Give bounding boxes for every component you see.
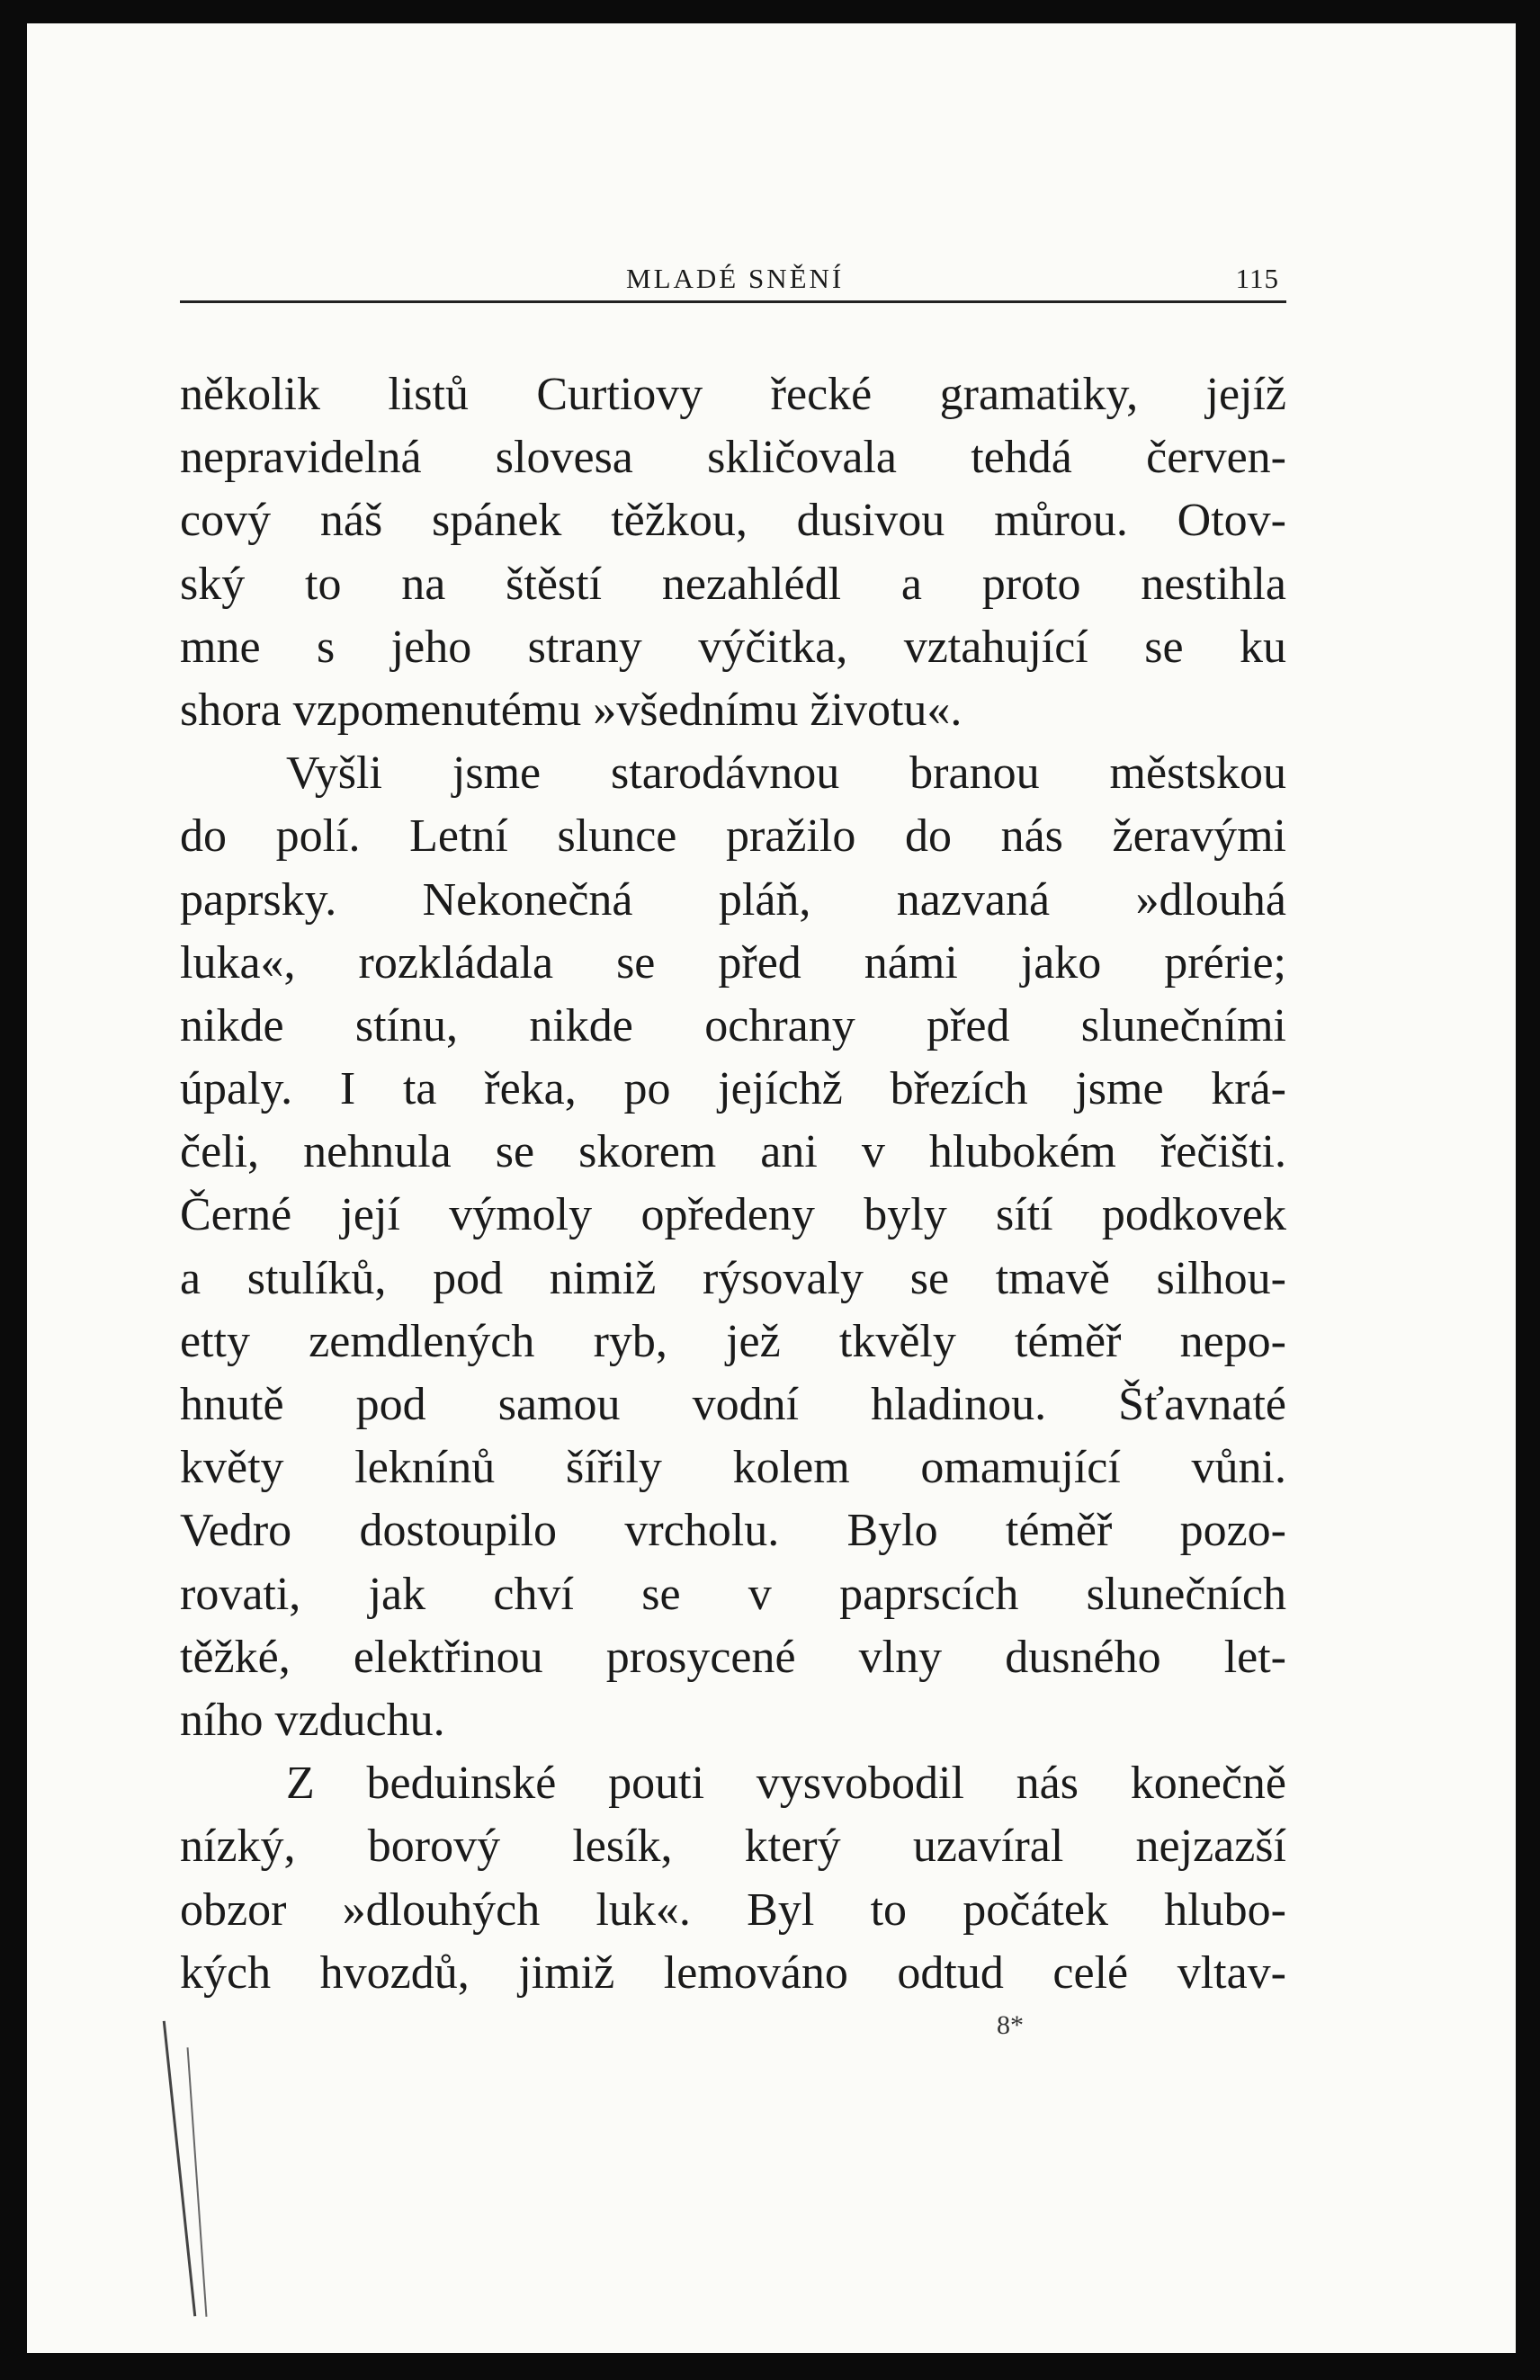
text-line: hnutě pod samou vodní hladinou. Šťavnaté [180,1379,1286,1430]
text-line: ního vzduchu. [180,1694,445,1746]
body-text [180,363,1286,2005]
text-line: nikde stínu, nikde ochrany před slunečními [180,999,1286,1051]
text-line: a stulíků, pod nimiž rýsovaly se tmavě silhou- [180,1252,1286,1304]
text-line: nízký, borový lesík, který uzavíral nejzazší [180,1821,1286,1873]
text-line: úpaly. I ta řeka, po jejíchž březích jsme krá- [180,1063,1286,1115]
text-line: do polí. Letní slunce pražilo do nás žeravými [180,810,1286,863]
page-number: 115 [1235,263,1279,294]
text-line: Černé její výmoly opředeny byly sítí podkovek [180,1189,1286,1241]
text-line: květy leknínů šířily kolem omamující vůni. [180,1442,1286,1494]
signature-mark: 8* [997,2010,1024,2040]
text-line: mne s jeho strany výčitka, vztahující se ku [180,621,1286,673]
running-title: MLADÉ SNĚNÍ [626,263,845,294]
text-line: několik listů Curtiovy řecké gramatiky, jejíž [180,369,1286,420]
text-line: paprsky. Nekonečná pláň, nazvaná »dlouhá [180,873,1286,926]
text-line: shora vzpomenutému »všednímu životu«. [180,684,962,736]
scan-edge-mark [163,2021,196,2317]
text-line: obzor »dlouhých luk«. Byl to počátek hlubo- [180,1883,1286,1936]
text-line: nepravidelná slovesa skličovala tehdá červen- [180,432,1286,484]
text-line: etty zemdlených ryb, jež tkvěly téměř nepo- [180,1315,1286,1367]
paragraph-start-line: Z beduinské pouti vysvobodil nás konečně [286,1758,1286,1810]
text-line: Vedro dostoupilo vrcholu. Bylo téměř pozo- [180,1505,1286,1557]
text-line: rovati, jak chví se v paprscích slunečních [180,1568,1286,1620]
text-line: ský to na štěstí nezahlédl a proto nestihla [180,558,1286,610]
text-line: čeli, nehnula se skorem ani v hlubokém řečišti. [180,1126,1286,1178]
page-header [180,236,1286,303]
text-line: kých hvozdů, jimiž lemováno odtud celé vltav- [180,1946,1286,1999]
paragraph-start-line: Vyšli jsme starodávnou branou městskou [286,747,1286,800]
text-line: luka«, rozkládala se před námi jako prérie; [180,936,1286,989]
text-line: těžké, elektřinou prosycené vlny dusného let- [180,1631,1286,1683]
text-line: cový náš spánek těžkou, dusivou můrou. Otov- [180,495,1286,547]
